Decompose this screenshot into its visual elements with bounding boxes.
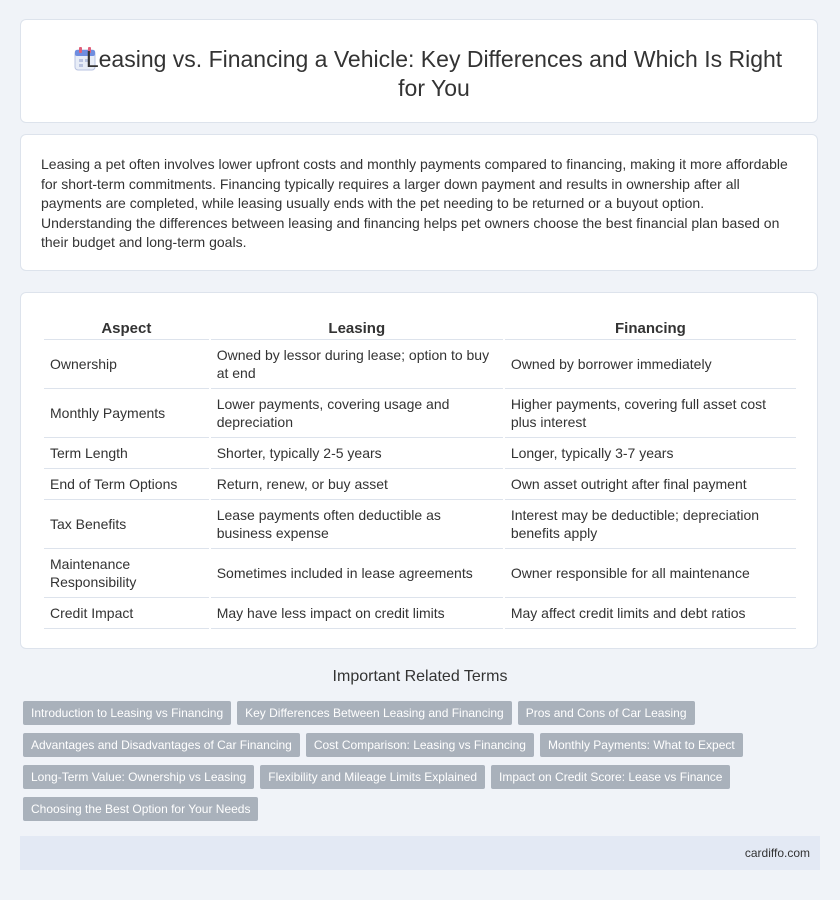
aspect-cell: Ownership [44, 340, 209, 389]
header-aspect: Aspect [44, 313, 209, 340]
leasing-cell: May have less impact on credit limits [211, 598, 503, 629]
comparison-table [42, 313, 798, 629]
financing-cell: Owner responsible for all maintenance [505, 549, 796, 598]
related-term-tag[interactable]: Monthly Payments: What to Expect [540, 733, 743, 757]
leasing-cell: Lease payments often deductible as business expense [211, 500, 503, 549]
aspect-cell: Term Length [44, 438, 209, 469]
related-terms-list [23, 701, 803, 829]
financing-cell: Owned by borrower immediately [505, 340, 796, 389]
related-term-tag[interactable]: Introduction to Leasing vs Financing [23, 701, 231, 725]
financing-cell: Own asset outright after final payment [505, 469, 796, 500]
intro-text: Leasing a pet often involves lower upfront costs and monthly payments compared to financing, making it more affordable for short-term commitments. Financing typically requires a larger down payment and results in ownership after all payments are completed, while leasing usually ends with the pet needing to be returned or a buyout option. Understanding the differences between leasing and financing helps pet owners choose the best financial plan based on their budget and long-term goals. [41, 156, 788, 250]
site-link[interactable]: cardiffo.com [744, 846, 810, 860]
page-title: Leasing vs. Financing a Vehicle: Key Differences and Which Is Right for You [85, 46, 783, 101]
related-term-tag[interactable]: Cost Comparison: Leasing vs Financing [306, 733, 534, 757]
aspect-cell: Maintenance Responsibility [44, 549, 209, 598]
related-term-tag[interactable]: Advantages and Disadvantages of Car Financing [23, 733, 300, 757]
table-row [44, 438, 796, 469]
table-row [44, 469, 796, 500]
leasing-cell: Return, renew, or buy asset [211, 469, 503, 500]
leasing-cell: Owned by lessor during lease; option to buy at end [211, 340, 503, 389]
aspect-cell: Credit Impact [44, 598, 209, 629]
header-leasing: Leasing [211, 313, 503, 340]
leasing-cell: Shorter, typically 2-5 years [211, 438, 503, 469]
related-term-tag[interactable]: Key Differences Between Leasing and Financing [237, 701, 512, 725]
table-row [44, 549, 796, 598]
leasing-cell: Sometimes included in lease agreements [211, 549, 503, 598]
table-row [44, 500, 796, 549]
intro-card [20, 134, 818, 271]
related-term-tag[interactable]: Impact on Credit Score: Lease vs Finance [491, 765, 730, 789]
table-header-row [44, 313, 796, 340]
leasing-cell: Lower payments, covering usage and depreciation [211, 389, 503, 438]
related-term-tag[interactable]: Choosing the Best Option for Your Needs [23, 797, 258, 821]
related-term-tag[interactable]: Flexibility and Mileage Limits Explained [260, 765, 485, 789]
table-row [44, 389, 796, 438]
related-term-tag[interactable]: Long-Term Value: Ownership vs Leasing [23, 765, 254, 789]
header-financing: Financing [505, 313, 796, 340]
aspect-cell: Tax Benefits [44, 500, 209, 549]
financing-cell: Longer, typically 3-7 years [505, 438, 796, 469]
table-row [44, 340, 796, 389]
financing-cell: Interest may be deductible; depreciation benefits apply [505, 500, 796, 549]
table-row [44, 598, 796, 629]
comparison-card [20, 292, 818, 649]
related-term-tag[interactable]: Pros and Cons of Car Leasing [518, 701, 695, 725]
financing-cell: Higher payments, covering full asset cost plus interest [505, 389, 796, 438]
header-card [20, 19, 818, 123]
aspect-cell: Monthly Payments [44, 389, 209, 438]
aspect-cell: End of Term Options [44, 469, 209, 500]
related-terms-title: Important Related Terms [332, 668, 508, 685]
footer-bar [20, 836, 820, 870]
financing-cell: May affect credit limits and debt ratios [505, 598, 796, 629]
